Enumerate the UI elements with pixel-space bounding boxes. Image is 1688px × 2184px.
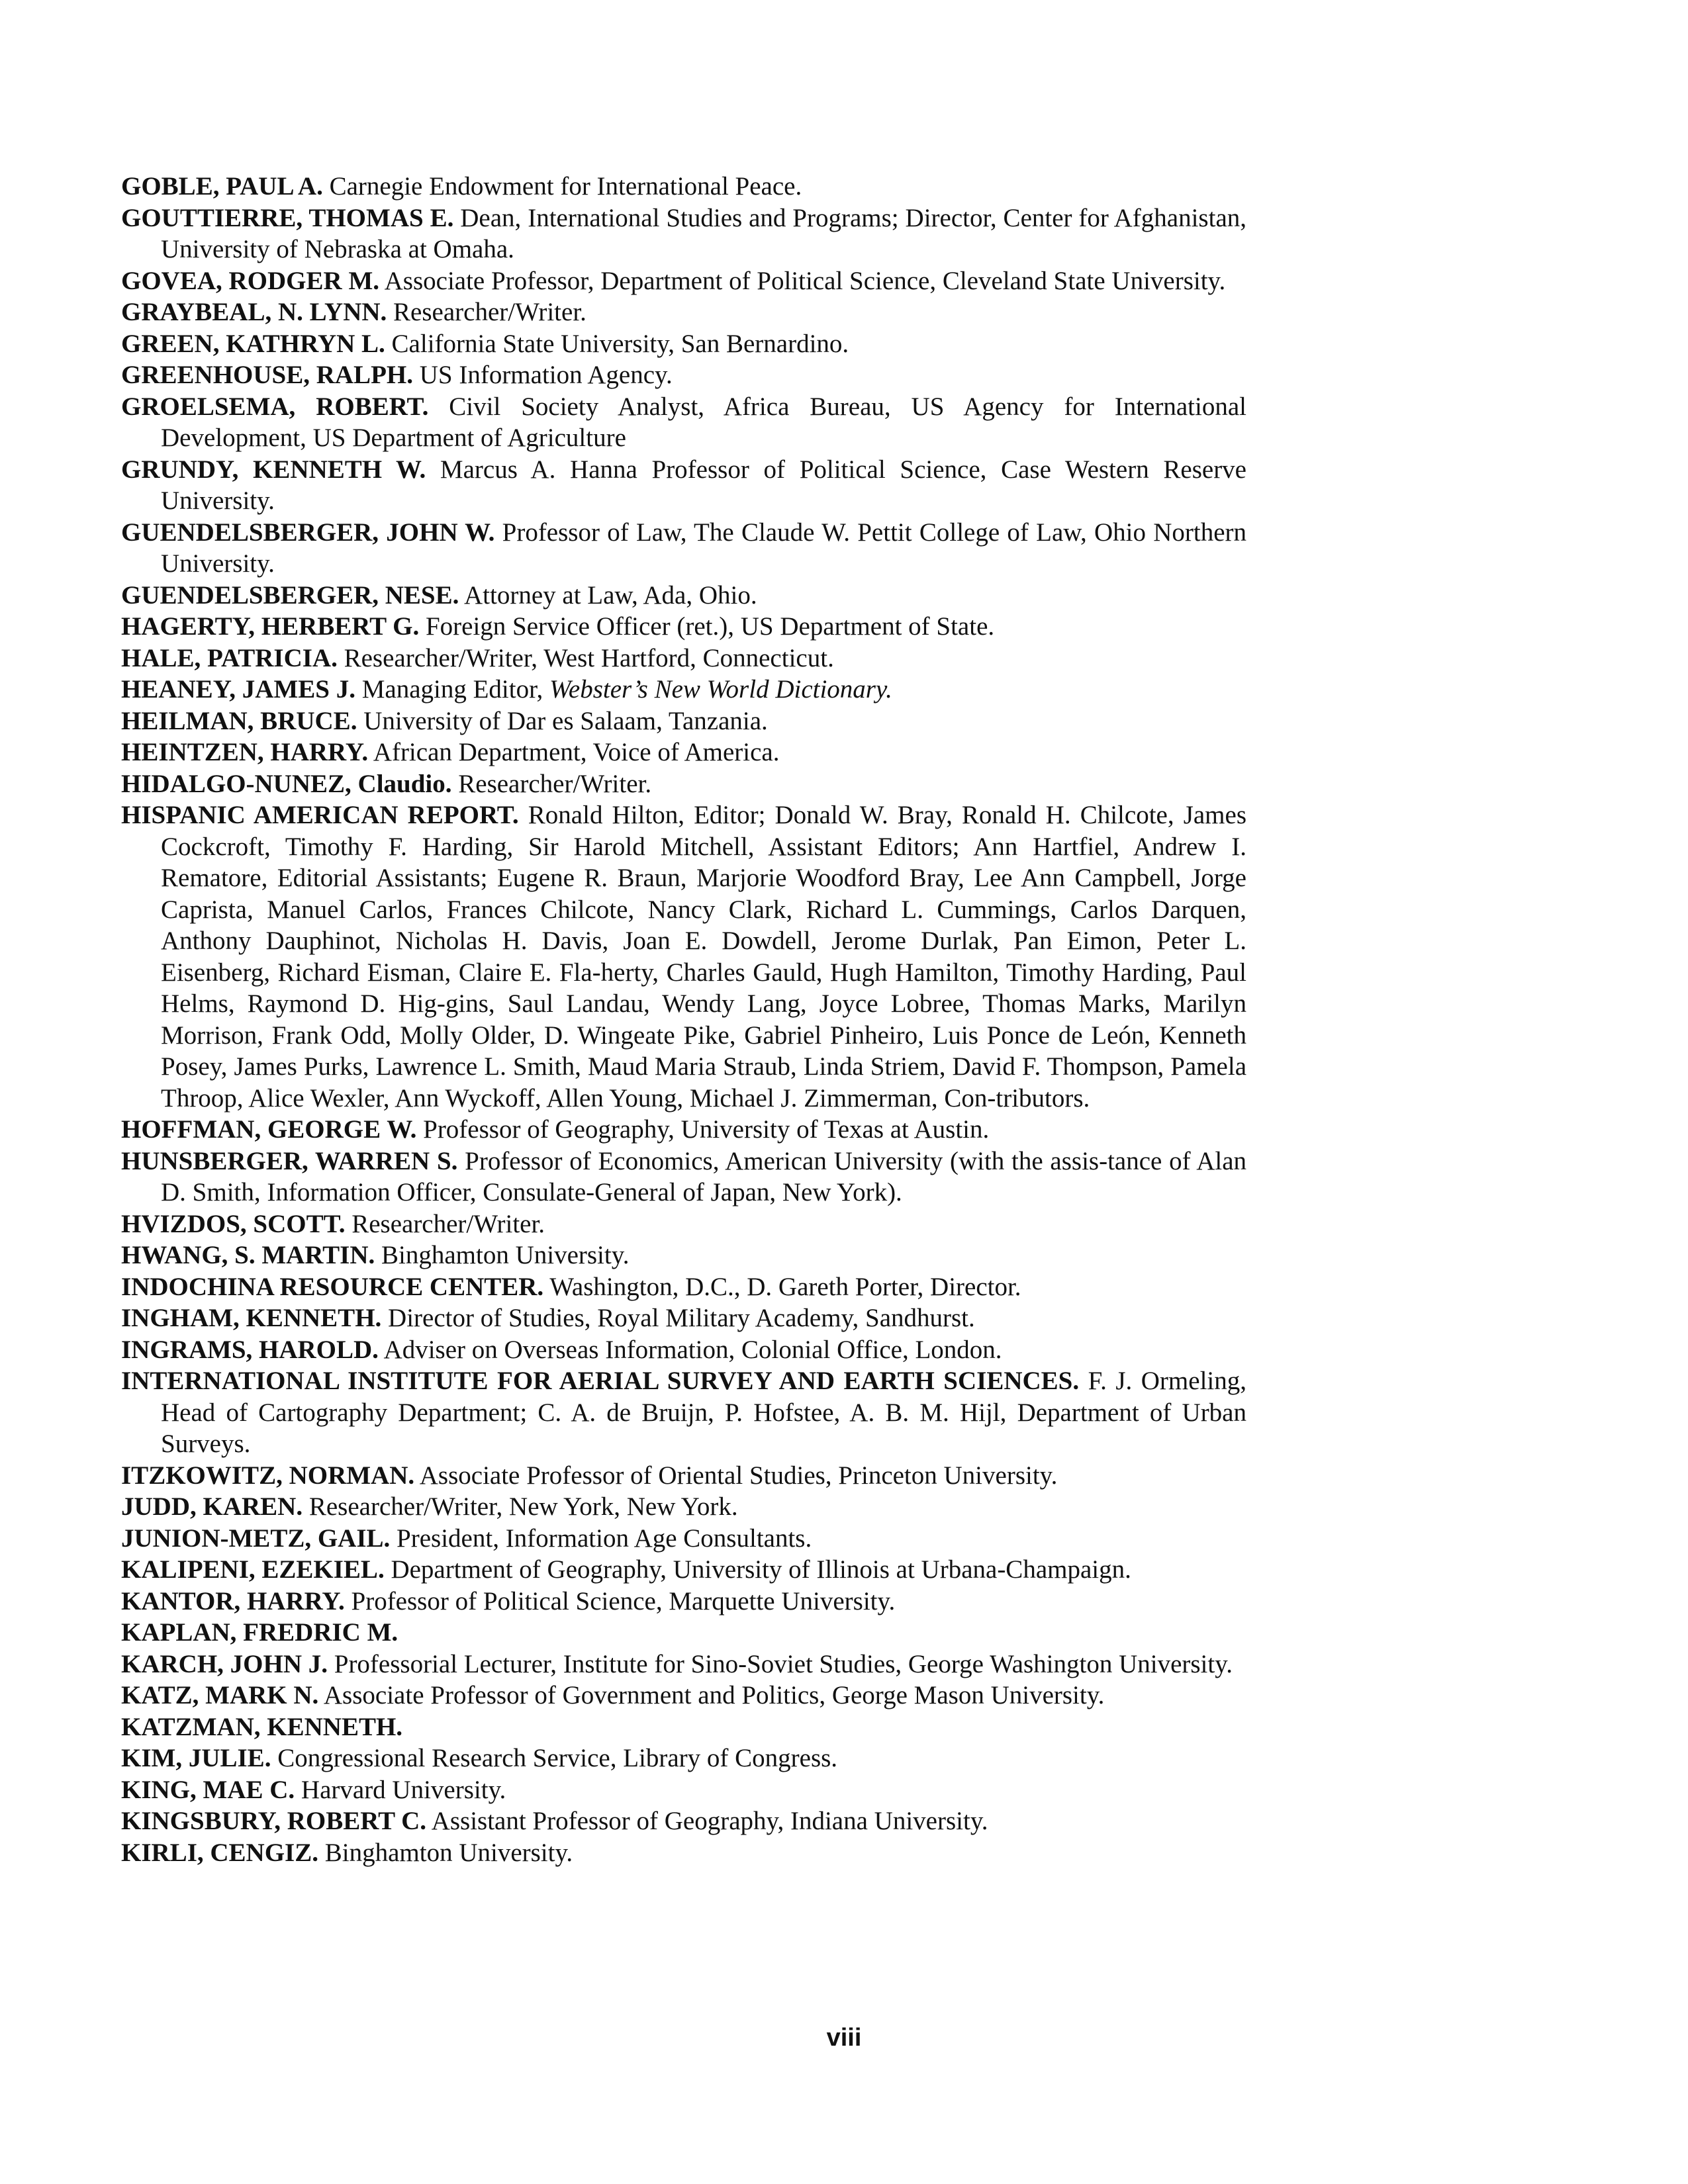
contributor-description: University of Dar es Salaam, Tanzania. xyxy=(363,706,768,735)
contributor-entry xyxy=(121,1460,1246,1492)
contributor-name: GREEN, KATHRYN L. xyxy=(121,329,385,358)
contributor-description: Director of Studies, Royal Military Academy, Sandhurst. xyxy=(388,1304,975,1332)
contributor-entry xyxy=(121,1586,1246,1617)
contributor-description: President, Information Age Consultants. xyxy=(397,1524,812,1553)
contributor-entry xyxy=(121,391,1246,454)
contributor-entry xyxy=(121,171,1246,203)
contributor-name: KINGSBURY, ROBERT C. xyxy=(121,1807,427,1835)
contributor-description: Department of Geography, University of Illinois at Urbana-Champaign. xyxy=(391,1555,1131,1584)
contributor-description: F. J. Ormeling, Head of Cartography Department; C. A. de Bruijn, P. Hofstee, A. B. M. Hijl, Department of Urban Surveys. xyxy=(161,1367,1246,1458)
contributor-entry xyxy=(121,1114,1246,1146)
contributor-description: Harvard University. xyxy=(301,1775,506,1804)
contributor-entry xyxy=(121,1240,1246,1271)
contributor-description: Professor of Geography, University of Texas at Austin. xyxy=(423,1115,990,1144)
contributor-name: INGHAM, KENNETH. xyxy=(121,1304,382,1332)
contributor-description: Researcher/Writer, West Hartford, Connecticut. xyxy=(344,643,834,672)
contributor-entry xyxy=(121,1334,1246,1366)
contributor-entry xyxy=(121,643,1246,674)
contributor-description: Binghamton University. xyxy=(324,1838,573,1867)
contributor-name: GOBLE, PAUL A. xyxy=(121,172,323,201)
contributor-name: KALIPENI, EZEKIEL. xyxy=(121,1555,385,1584)
contributor-entry xyxy=(121,1208,1246,1240)
contributor-entry xyxy=(121,705,1246,737)
page-number: viii xyxy=(826,2024,862,2052)
contributor-description: Dean, International Studies and Programs; Director, Center for Afghanistan, University of Nebraska at Omaha. xyxy=(161,203,1246,263)
contributor-name: HEILMAN, BRUCE. xyxy=(121,706,357,735)
contributor-name: INGRAMS, HAROLD. xyxy=(121,1335,379,1364)
contributor-entry xyxy=(121,1146,1246,1208)
contributor-description: Civil Society Analyst, Africa Bureau, US Agency for International Development, US Department of Agriculture xyxy=(161,392,1246,452)
contributor-description: Adviser on Overseas Information, Colonial Office, London. xyxy=(383,1335,1002,1364)
contributor-entry xyxy=(121,1617,1246,1649)
contributor-entry xyxy=(121,674,1246,705)
contributor-entry xyxy=(121,1711,1246,1743)
contributor-name: GREENHOUSE, RALPH. xyxy=(121,361,413,389)
contributor-name: KARCH, JOHN J. xyxy=(121,1649,328,1678)
contributor-description: US Information Agency. xyxy=(419,361,673,389)
contributor-entry xyxy=(121,1774,1246,1806)
contributor-entry xyxy=(121,1302,1246,1334)
publication-title: Webster’s New World Dictionary. xyxy=(549,675,892,704)
contributor-name: GOUTTIERRE, THOMAS E. xyxy=(121,203,454,232)
contributor-entry xyxy=(121,203,1246,265)
contributor-entry xyxy=(121,1271,1246,1303)
contributor-entry xyxy=(121,768,1246,800)
contributor-entry xyxy=(121,1837,1246,1869)
contributor-description: Researcher/Writer, New York, New York. xyxy=(308,1492,738,1521)
contributor-name: HISPANIC AMERICAN REPORT. xyxy=(121,801,519,829)
contributor-name: HAGERTY, HERBERT G. xyxy=(121,612,420,641)
contributor-description: Foreign Service Officer (ret.), US Department of State. xyxy=(425,612,995,641)
contributor-entry xyxy=(121,296,1246,328)
contributor-entry xyxy=(121,611,1246,643)
contributor-description: Ronald Hilton, Editor; Donald W. Bray, Ronald H. Chilcote, James Cockcroft, Timothy F. Harding, Sir Harold Mitchell, Assistant Editors; Ann Hartfiel, Andrew I. Rematore, Editorial Assistants; Eugene R. Braun, Marjorie Woodford Bray, Lee Ann Campbell, Jorge Caprista, Manuel Carlos, Frances Chilcote, Nancy Clark, Richard L. Cummings, Carlos Darquen, Anthony Dauphinot, Nicholas H. Davis, Joan E. Dowdell, Jerome Durlak, Pan Eimon, Peter L. Eisenberg, Richard Eisman, Claire E. Fla-herty, Charles Gauld, Hugh Hamilton, Timothy Harding, Paul Helms, Raymond D. Hig-gins, Saul Landau, Wendy Lang, Joyce Lobree, Thomas Marks, Marilyn Morrison, Frank Odd, Molly Older, D. Wingeate Pike, Gabriel Pinheiro, Luis Ponce de León, Kenneth Posey, James Purks, Lawrence L. Smith, Maud Maria Straub, Linda Striem, David F. Thompson, Pamela Throop, Alice Wexler, Ann Wyckoff, Allen Young, Michael J. Zimmerman, Con-tributors. xyxy=(161,801,1247,1113)
contributor-description: Assistant Professor of Geography, Indiana University. xyxy=(431,1807,988,1835)
contributor-name: KATZMAN, KENNETH. xyxy=(121,1712,403,1741)
contributor-description: Professor of Law, The Claude W. Pettit College of Law, Ohio Northern University. xyxy=(161,518,1247,578)
contributor-name: KAPLAN, FREDRIC M. xyxy=(121,1618,399,1647)
contributor-name: HIDALGO-NUNEZ, Claudio. xyxy=(121,769,452,798)
contributor-entry xyxy=(121,1680,1246,1711)
contributor-name: GUENDELSBERGER, NESE. xyxy=(121,580,459,610)
contributor-name: GUENDELSBERGER, JOHN W. xyxy=(121,518,495,547)
contributor-description: Associate Professor of Oriental Studies, Princeton University. xyxy=(419,1461,1058,1490)
contributor-description: Professor of Economics, American University (with the assis-tance of Alan D. Smith, Information Officer, Consulate-General of Japan, New York). xyxy=(161,1146,1247,1206)
contributor-description: Washington, D.C., D. Gareth Porter, Director. xyxy=(549,1272,1021,1301)
contributor-entry xyxy=(121,359,1246,391)
contributor-name: JUNION-METZ, GAIL. xyxy=(121,1524,391,1553)
contributor-name: HWANG, S. MARTIN. xyxy=(121,1241,375,1269)
contributor-name: KANTOR, HARRY. xyxy=(121,1586,345,1615)
contributor-entry xyxy=(121,1365,1246,1460)
contributor-entry xyxy=(121,1523,1246,1555)
contributor-description: Congressional Research Service, Library of Congress. xyxy=(277,1744,838,1772)
contributor-description: Carnegie Endowment for International Peace. xyxy=(329,172,802,201)
contributor-name: HEANEY, JAMES J. xyxy=(121,675,355,704)
contributor-entry xyxy=(121,265,1246,297)
contributor-description: Professor of Political Science, Marquette University. xyxy=(351,1586,896,1615)
contributor-description: Associate Professor of Government and Politics, George Mason University. xyxy=(323,1681,1105,1709)
contributor-entry xyxy=(121,1491,1246,1523)
contributor-name: HOFFMAN, GEORGE W. xyxy=(121,1115,417,1144)
contributor-description: Researcher/Writer. xyxy=(352,1209,545,1238)
contributor-entry xyxy=(121,1649,1246,1680)
contributor-description: Attorney at Law, Ada, Ohio. xyxy=(464,580,757,610)
contributor-entry xyxy=(121,580,1246,612)
contributors-list xyxy=(121,171,1246,1868)
contributor-entry xyxy=(121,799,1246,1114)
contributor-name: JUDD, KAREN. xyxy=(121,1492,303,1521)
contributor-description: Researcher/Writer. xyxy=(393,298,586,326)
contributor-description: Researcher/Writer. xyxy=(458,769,652,798)
contributor-name: HVIZDOS, SCOTT. xyxy=(121,1209,346,1238)
contributor-name: ITZKOWITZ, NORMAN. xyxy=(121,1461,415,1490)
contributor-name: KIRLI, CENGIZ. xyxy=(121,1838,318,1867)
contributor-name: HEINTZEN, HARRY. xyxy=(121,738,369,766)
contributor-name: GROELSEMA, ROBERT. xyxy=(121,392,429,421)
contributor-entry xyxy=(121,1743,1246,1774)
contributor-name: INTERNATIONAL INSTITUTE FOR AERIAL SURVEY AND EARTH SCIENCES. xyxy=(121,1367,1080,1395)
contributor-entry xyxy=(121,517,1246,580)
contributor-description: African Department, Voice of America. xyxy=(373,738,780,766)
contributor-entry xyxy=(121,1805,1246,1837)
contributor-description: Marcus A. Hanna Professor of Political Science, Case Western Reserve University. xyxy=(161,455,1246,515)
contributor-name: GRUNDY, KENNETH W. xyxy=(121,455,426,484)
contributor-name: GOVEA, RODGER M. xyxy=(121,266,379,295)
contributor-name: KATZ, MARK N. xyxy=(121,1681,319,1709)
contributor-description: California State University, San Bernardino. xyxy=(391,329,849,358)
contributor-entry xyxy=(121,454,1246,517)
contributor-name: HUNSBERGER, WARREN S. xyxy=(121,1146,458,1175)
contributor-description: Managing Editor, xyxy=(361,675,543,704)
contributor-entry xyxy=(121,737,1246,768)
contributor-entry xyxy=(121,328,1246,360)
contributor-description: Associate Professor, Department of Political Science, Cleveland State University. xyxy=(384,266,1226,295)
contributor-name: HALE, PATRICIA. xyxy=(121,643,338,672)
contributor-description: Professorial Lecturer, Institute for Sino-Soviet Studies, George Washington University. xyxy=(334,1649,1233,1678)
contributor-name: GRAYBEAL, N. LYNN. xyxy=(121,298,387,326)
contributor-name: KING, MAE C. xyxy=(121,1775,295,1804)
contributor-name: KIM, JULIE. xyxy=(121,1744,271,1772)
contributor-entry xyxy=(121,1554,1246,1586)
contributor-description: Binghamton University. xyxy=(381,1241,630,1269)
contributor-name: INDOCHINA RESOURCE CENTER. xyxy=(121,1272,544,1301)
